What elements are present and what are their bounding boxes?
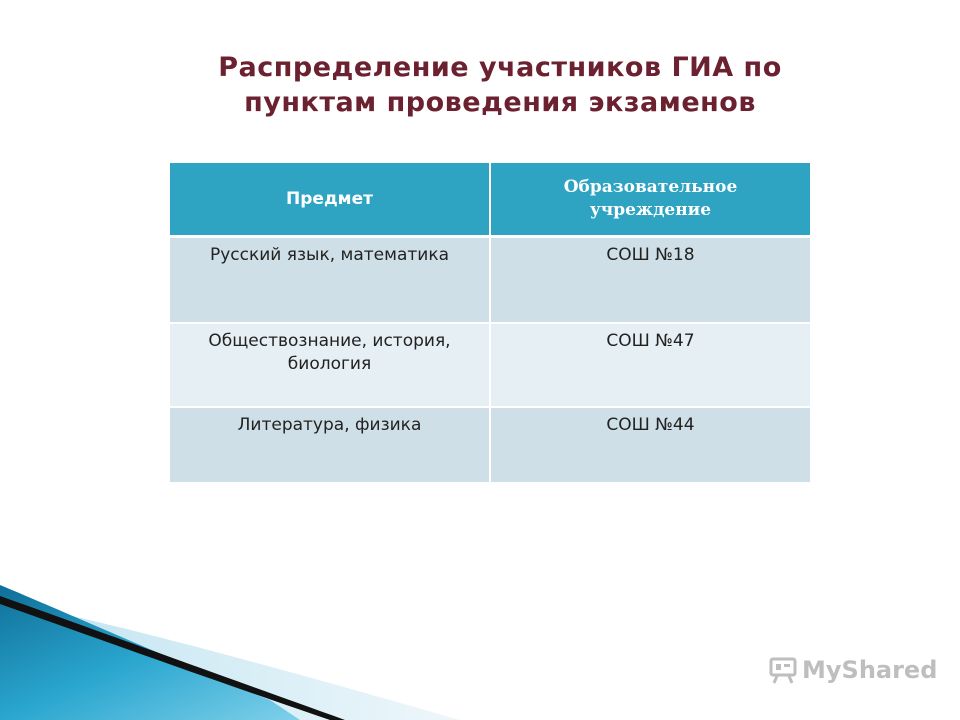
slide-title bbox=[120, 50, 880, 120]
watermark-text: MyShared bbox=[802, 656, 938, 684]
cell-subject: Русский язык, математика bbox=[170, 237, 490, 324]
table-row bbox=[170, 237, 810, 324]
cell-subject: Литература, физика bbox=[170, 407, 490, 483]
cell-institution: СОШ №47 bbox=[490, 323, 810, 407]
slide-title-line-2: пунктам проведения экзаменов bbox=[244, 87, 756, 118]
header-subject: Предмет bbox=[170, 163, 490, 237]
slide-title-line-1: Распределение участников ГИА по bbox=[218, 52, 782, 83]
header-institution: Образовательное учреждение bbox=[490, 163, 810, 237]
deco-pale-wave bbox=[0, 600, 460, 720]
table-row bbox=[170, 323, 810, 407]
cell-subject: Обществознание, история, биология bbox=[170, 323, 490, 407]
watermark bbox=[768, 655, 937, 685]
presentation-board-icon bbox=[768, 655, 798, 685]
cell-institution: СОШ №44 bbox=[490, 407, 810, 483]
distribution-table bbox=[170, 163, 810, 484]
table-row bbox=[170, 407, 810, 483]
table-header-row bbox=[170, 163, 810, 237]
deco-black-stripe bbox=[0, 596, 345, 720]
cell-institution: СОШ №18 bbox=[490, 237, 810, 324]
deco-blue-wedge bbox=[0, 585, 300, 720]
